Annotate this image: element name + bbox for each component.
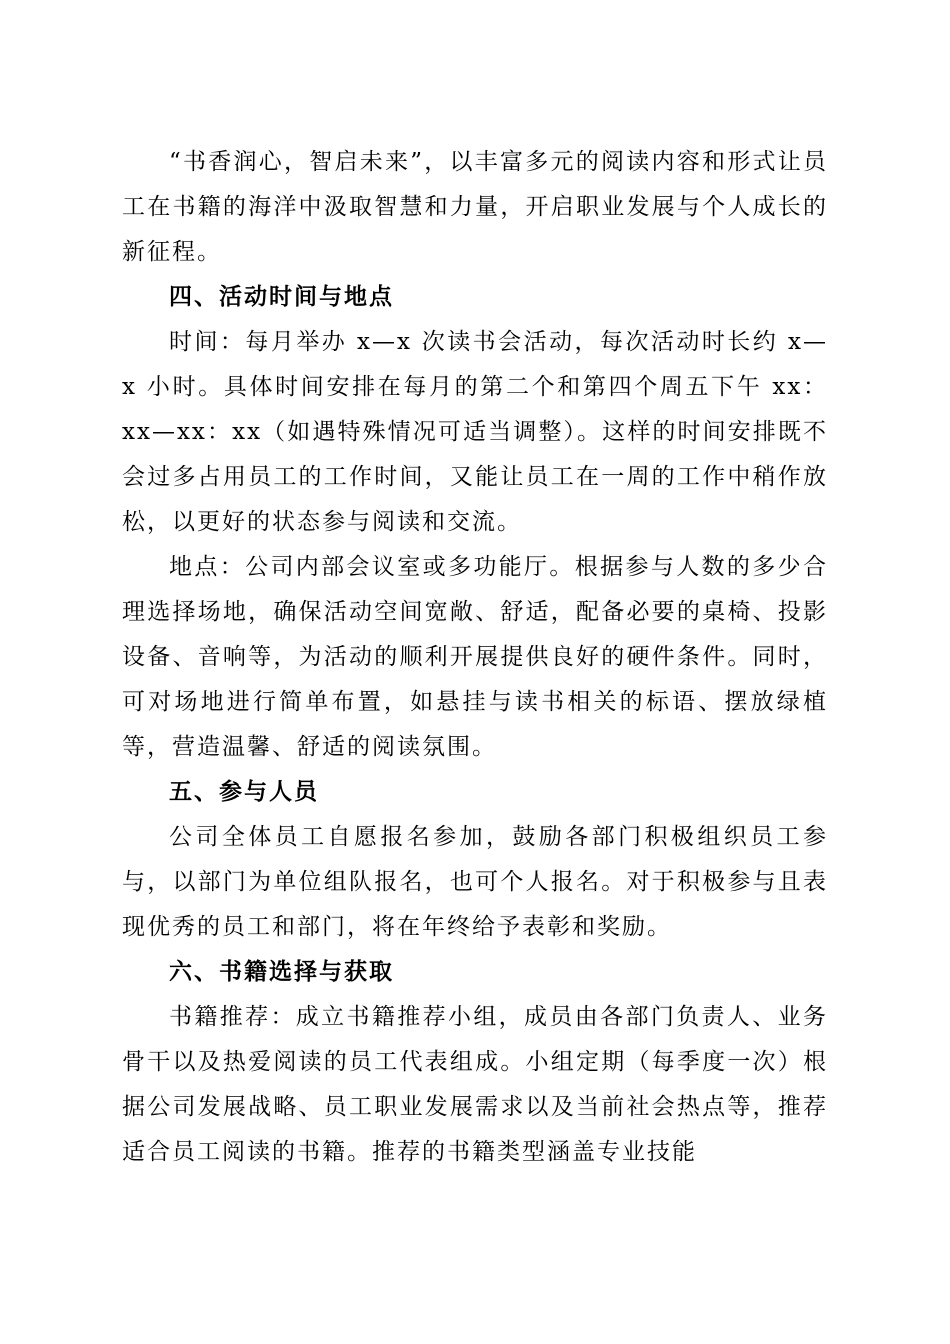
paragraph-location: 地点：公司内部会议室或多功能厅。根据参与人数的多少合理选择场地，确保活动空间宽敞、舒适，配备必要的桌椅、投影设备、音响等，为活动的顺利开展提供良好的硬件条件。同时，可对场地进行简单布置，如悬挂与读书相关的标语、摆放绿植等，营造温馨、舒适的阅读氛围。	[122, 554, 828, 760]
section-heading-participants: 五、参与人员	[169, 779, 319, 805]
paragraph-time: 时间：每月举办 x—x 次读书会活动，每次活动时长约 x—x 小时。具体时间安排在每月的第二个和第四个周五下午 xx：xx—xx：xx（如遇特殊情况可适当调整）。这样的时间安排既不会过多占用员工的工作时间，又能让员工在一周的工作中稍作放松，以更好的状态参与阅读和交流。	[122, 329, 828, 535]
paragraph-book-recommendation: 书籍推荐：成立书籍推荐小组，成员由各部门负责人、业务骨干以及热爱阅读的员工代表组成。小组定期（每季度一次）根据公司发展战略、员工职业发展需求以及当前社会热点等，推荐适合员工阅读的书籍。推荐的书籍类型涵盖专业技能	[122, 1004, 828, 1165]
section-heading-book-selection: 六、书籍选择与获取	[169, 959, 394, 985]
paragraph-participants: 公司全体员工自愿报名参加，鼓励各部门积极组织员工参与，以部门为单位组队报名，也可个人报名。对于积极参与且表现优秀的员工和部门，将在年终给予表彰和奖励。	[122, 824, 828, 940]
document-page	[122, 140, 828, 1175]
paragraph-intro-continuation: “书香润心，智启未来”，以丰富多元的阅读内容和形式让员工在书籍的海洋中汲取智慧和力量，开启职业发展与个人成长的新征程。	[122, 149, 828, 265]
section-heading-time-location: 四、活动时间与地点	[169, 284, 394, 310]
